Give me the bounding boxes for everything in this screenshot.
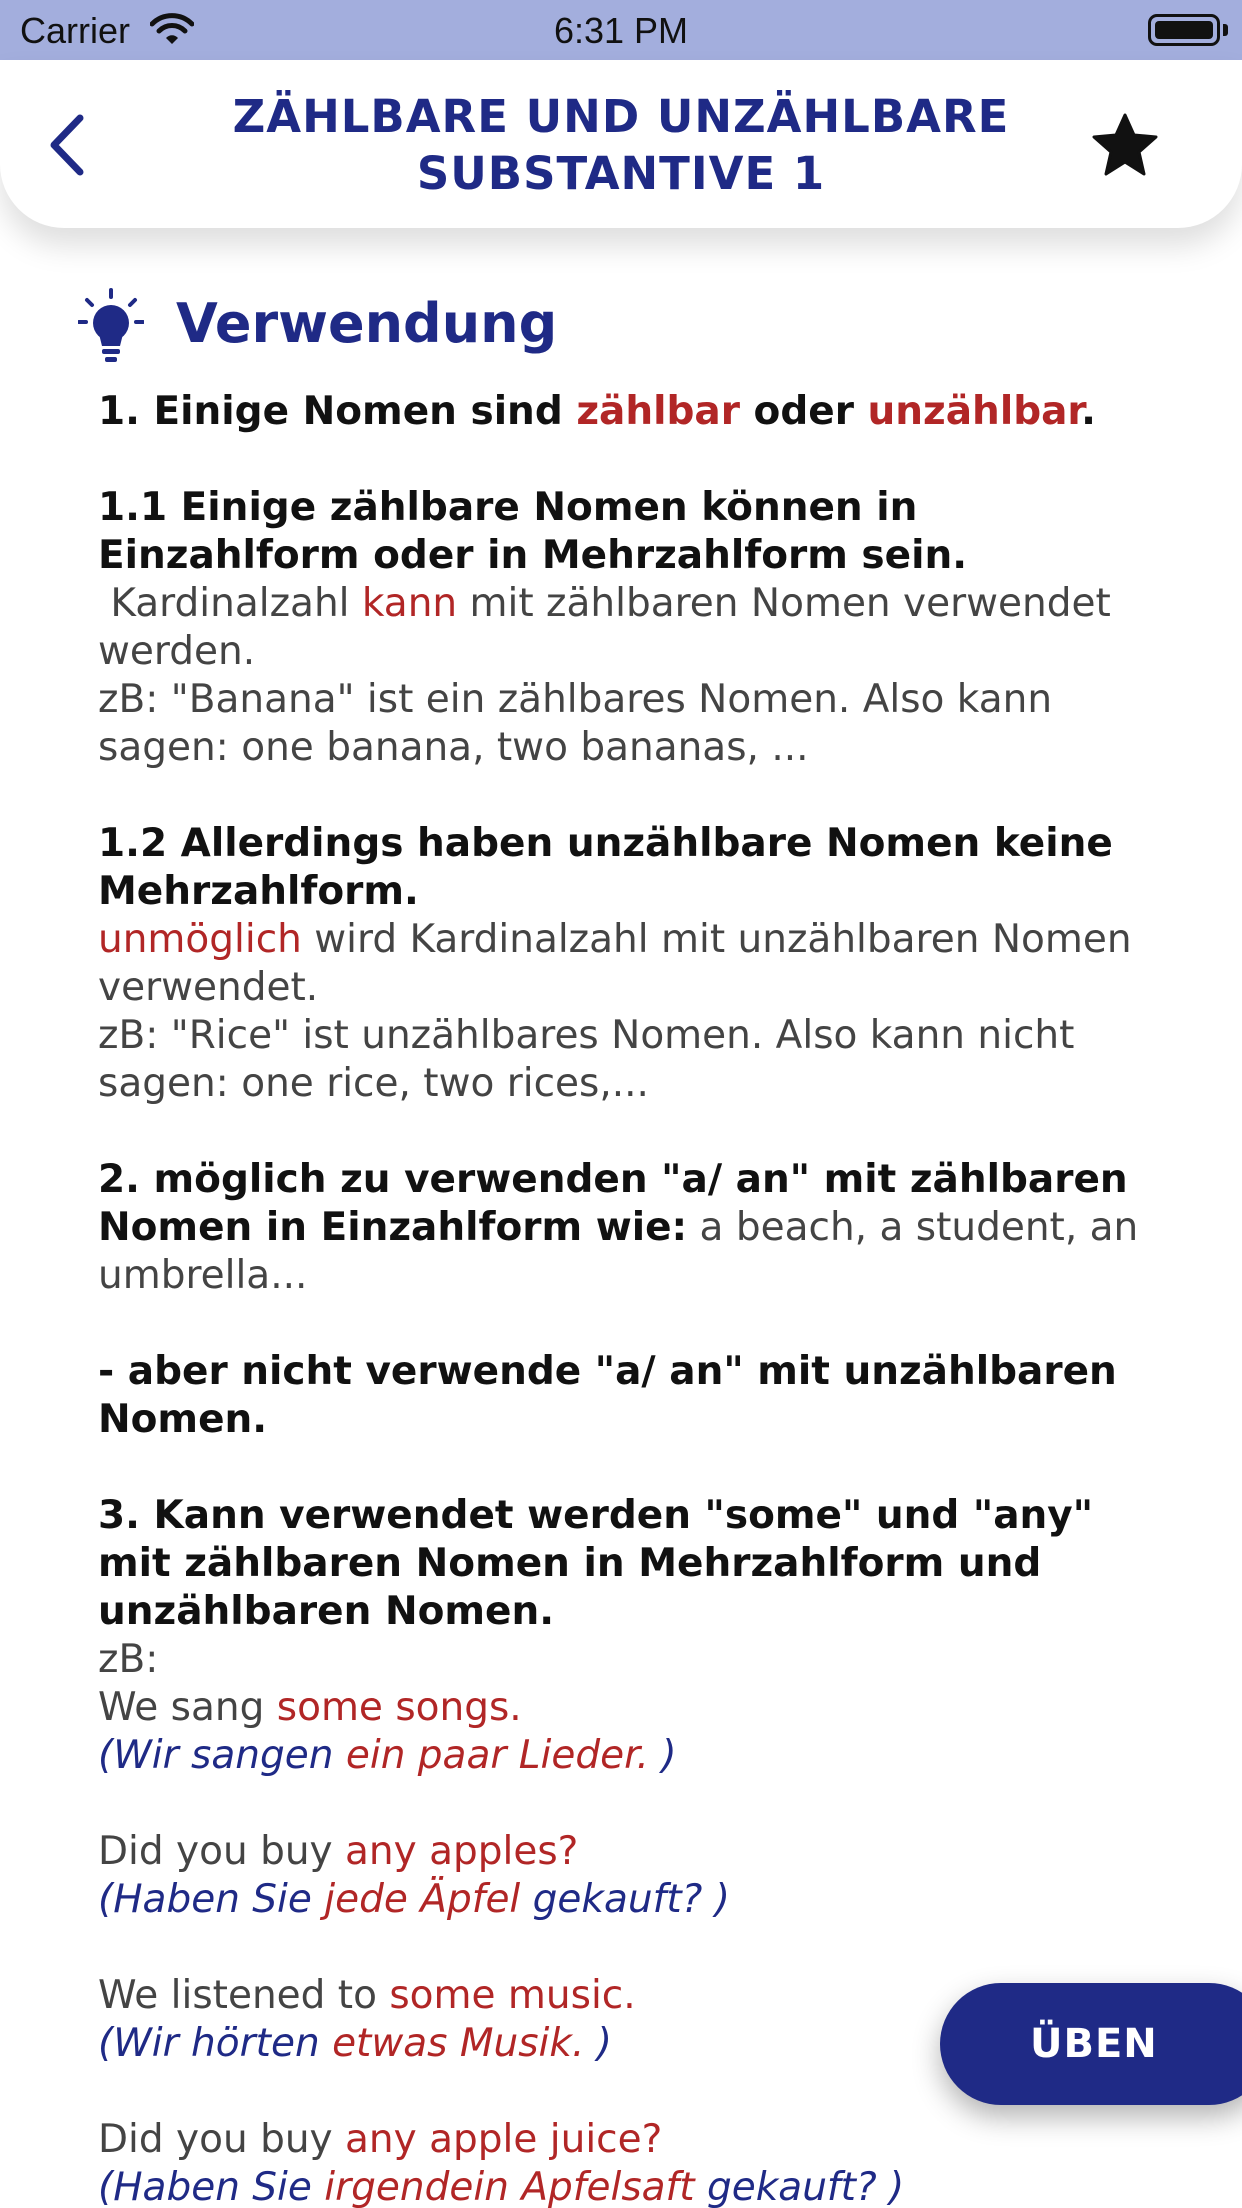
- rule-2-note-text: - aber nicht verwende "a/ an" mit unzählbaren Nomen.: [98, 1349, 1117, 1442]
- example-2-de: [98, 1876, 1178, 1924]
- lightbulb-icon: [78, 288, 144, 364]
- carrier-label: Carrier: [20, 10, 131, 51]
- practice-button[interactable]: ÜBEN: [940, 1983, 1242, 2105]
- text-span: gekauft? ): [694, 2165, 905, 2208]
- example-4: [98, 2116, 1178, 2208]
- back-button[interactable]: [42, 110, 102, 180]
- text-span: (Haben Sie: [98, 1877, 325, 1922]
- text-span: We listened to: [98, 1973, 390, 2018]
- rule-1-1-example: zB: "Banana" ist ein zählbares Nomen. Also kann sagen: one banana, two bananas, ...: [98, 677, 1053, 770]
- example-1-en: [98, 1684, 1178, 1732]
- status-time: 6:31 PM: [553, 10, 689, 51]
- rule-2-examples: a beach, a student, an umbrella...: [98, 1205, 1139, 1298]
- text-span: Did you buy: [98, 1829, 346, 1874]
- text-span: (Haben Sie: [98, 2165, 325, 2208]
- page-title-line2: SUBSTANTIVE 1: [416, 147, 826, 200]
- rule-1-2: [98, 820, 1178, 1108]
- highlight-span: any apples?: [345, 1829, 579, 1874]
- highlight-span: any apple juice?: [345, 2117, 663, 2162]
- rule-3: [98, 1492, 1178, 1780]
- highlight-span: jede Äpfel: [324, 1877, 521, 1922]
- rule-1-2-heading: 1.2 Allerdings haben unzählbare Nomen keine Mehrzahlform.: [98, 821, 1113, 914]
- page-title: [200, 88, 1042, 202]
- text-span: gekauft? ): [520, 1877, 730, 1922]
- battery-icon: [1148, 14, 1220, 46]
- text-span: (Wir hörten: [98, 2021, 333, 2066]
- example-1-de: [98, 1732, 1178, 1780]
- text-span: Kardinalzahl: [98, 581, 362, 626]
- rule-1-1-line1: [98, 580, 1178, 676]
- highlight-span: irgendein Apfelsaft: [324, 2165, 695, 2208]
- battery-nub: [1223, 24, 1228, 36]
- example-2-en: [98, 1828, 1178, 1876]
- rule-2: [98, 1156, 1178, 1300]
- rule-1: [98, 388, 1178, 436]
- highlight-span: ein paar Lieder.: [345, 1733, 649, 1778]
- rule-1-uncountable: unzählbar: [867, 389, 1082, 434]
- example-2: [98, 1828, 1178, 1924]
- rule-1-2-line1: [98, 916, 1178, 1012]
- star-icon: [1090, 110, 1160, 180]
- highlight-span: unmöglich: [98, 917, 302, 962]
- top-header: [0, 60, 1242, 228]
- rule-1-1-heading: 1.1 Einige zählbare Nomen können in Einzahlform oder in Mehrzahlform sein.: [98, 485, 968, 578]
- highlight-span: etwas Musik.: [332, 2021, 585, 2066]
- rule-1-2-example: zB: "Rice" ist unzählbares Nomen. Also kann nicht sagen: one rice, two rices,...: [98, 1013, 1075, 1106]
- rule-1-period: .: [1081, 389, 1096, 434]
- chevron-left-icon: [42, 110, 102, 180]
- text-span: mit zählbaren Nomen verwendet werden.: [98, 581, 1111, 674]
- rule-1-1: [98, 484, 1178, 772]
- favorite-button[interactable]: [1090, 110, 1160, 180]
- lesson-content: [98, 388, 1178, 2208]
- text-span: We sang: [98, 1685, 277, 1730]
- text-span: Did you buy: [98, 2117, 346, 2162]
- rule-2-text: 2. möglich zu verwenden "a/ an" mit zählbaren Nomen in Einzahlform wie:: [98, 1157, 1128, 1250]
- status-bar: [0, 0, 1242, 60]
- rule-1-text: 1. Einige Nomen sind: [98, 389, 577, 434]
- example-4-de: [98, 2164, 1178, 2208]
- page-title-line1: ZÄHLBARE UND UNZÄHLBARE: [232, 90, 1010, 143]
- highlight-span: some music.: [389, 1973, 636, 2018]
- rule-2-note: [98, 1348, 1178, 1444]
- rule-3-heading: 3. Kann verwendet werden "some" und "any" mit zählbaren Nomen in Mehrzahlform und unzählbaren Nomen.: [98, 1493, 1094, 1634]
- text-span: (Wir sangen: [98, 1733, 346, 1778]
- text-span: wird Kardinalzahl mit unzählbaren Nomen verwendet.: [98, 917, 1132, 1010]
- example-4-en: [98, 2116, 1178, 2164]
- highlight-span: kann: [361, 581, 458, 626]
- rule-1-countable: zählbar: [576, 389, 740, 434]
- highlight-span: some songs.: [276, 1685, 522, 1730]
- text-span: ): [584, 2021, 612, 2066]
- text-span: ): [648, 1733, 677, 1778]
- rule-1-or: oder: [739, 389, 868, 434]
- section-title: Verwendung: [176, 292, 558, 355]
- rule-3-zb: zB:: [98, 1637, 159, 1682]
